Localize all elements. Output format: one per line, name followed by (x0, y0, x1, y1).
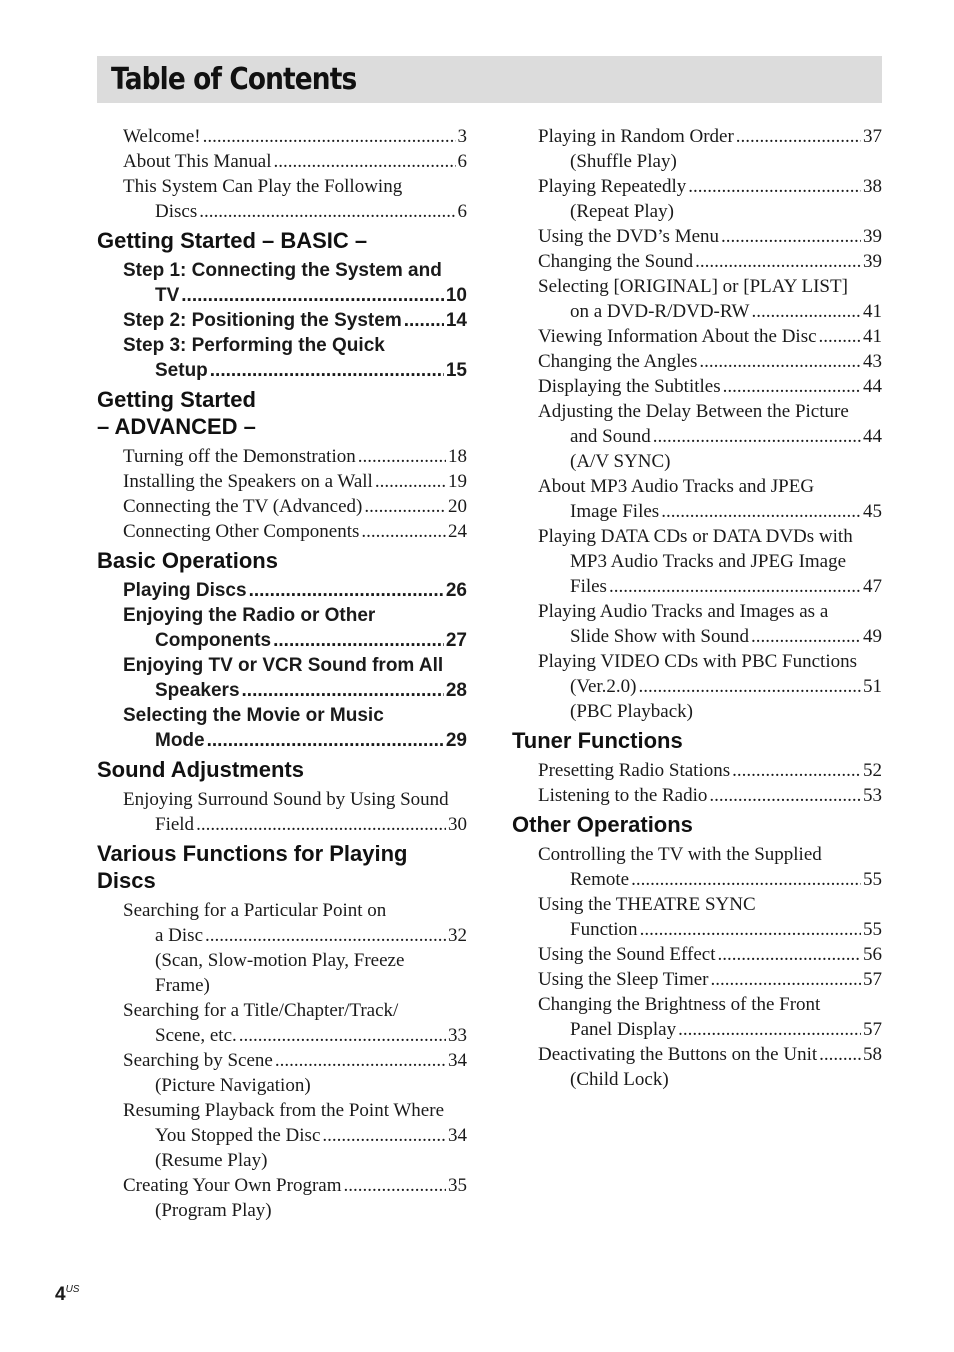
toc-entry[interactable] (538, 474, 882, 524)
toc-entry-line (123, 1023, 467, 1048)
toc-entry[interactable] (538, 274, 882, 324)
toc-page-number: 33 (448, 1025, 467, 1046)
section-heading-line: Various Functions for Playing (97, 841, 408, 866)
toc-entry-text: Discs (155, 201, 198, 222)
toc-entry-line (538, 842, 882, 867)
toc-entry-text: MP3 Audio Tracks and JPEG Image (570, 551, 847, 572)
toc-entry-line (123, 469, 467, 494)
toc-entry-line (123, 998, 467, 1023)
toc-entry-text: Playing Discs (123, 580, 247, 601)
toc-entry-list (123, 444, 467, 544)
toc-entry-text: Controlling the TV with the Supplied (538, 844, 822, 865)
toc-entry[interactable] (538, 249, 882, 274)
dot-leader (695, 249, 861, 274)
section-heading (512, 727, 882, 754)
toc-entry-text: Enjoying the Radio or Other (123, 605, 376, 626)
toc-page-number: 27 (445, 630, 467, 651)
dot-leader (718, 942, 862, 967)
section-heading-line: Basic Operations (97, 548, 278, 573)
toc-entry-line (123, 149, 467, 174)
toc-entry-line (538, 249, 882, 274)
toc-entry-text: Welcome! (123, 126, 201, 147)
toc-entry-subtitle: (A/V SYNC) (570, 451, 671, 472)
toc-page-number: 6 (457, 151, 467, 172)
toc-entry-text: Connecting Other Components (123, 521, 360, 542)
dot-leader (275, 1048, 446, 1073)
toc-entry[interactable] (123, 308, 467, 333)
toc-entry-text: Step 3: Performing the Quick (123, 335, 385, 356)
toc-entry-subtitle: (Scan, Slow-motion Play, Freeze (155, 950, 405, 971)
dot-leader (239, 1023, 446, 1048)
toc-entry[interactable] (123, 333, 467, 383)
toc-entry-line (538, 967, 882, 992)
toc-page-number: 49 (863, 626, 882, 647)
section-heading (512, 811, 882, 838)
toc-entry-text: (Ver.2.0) (570, 676, 637, 697)
toc-entry-text: Searching for a Particular Point on (123, 900, 387, 921)
toc-entry-text: About This Manual (123, 151, 272, 172)
toc-page-number: 55 (863, 869, 882, 890)
toc-entry-text: Playing DATA CDs or DATA DVDs with (538, 526, 853, 547)
toc-entry[interactable] (538, 174, 882, 224)
toc-entry-subtitle: (Repeat Play) (570, 201, 674, 222)
toc-entry[interactable] (538, 324, 882, 349)
toc-entry-line (538, 674, 882, 699)
dot-leader (678, 1017, 861, 1042)
dot-leader (205, 923, 446, 948)
toc-right-column (512, 124, 882, 1092)
toc-entry-line (123, 124, 467, 149)
toc-entry-subtitle: (Program Play) (155, 1200, 272, 1221)
toc-entry-text: Components (155, 630, 272, 651)
toc-page-number: 24 (448, 521, 467, 542)
dot-leader (199, 199, 455, 224)
toc-entry-text: Enjoying Surround Sound by Using Sound (123, 789, 449, 810)
dot-leader (322, 1123, 446, 1148)
toc-page-number: 6 (457, 201, 467, 222)
dot-leader (709, 783, 861, 808)
toc-entry[interactable] (123, 519, 467, 544)
toc-page-number: 38 (863, 176, 882, 197)
toc-page-number: 43 (863, 351, 882, 372)
toc-entry-text: Setup (155, 360, 208, 381)
toc-entry[interactable] (538, 224, 882, 249)
dot-leader (699, 349, 861, 374)
toc-entry-line (123, 787, 467, 812)
toc-entry-line (123, 603, 467, 628)
toc-entry-line (538, 574, 882, 599)
toc-entry-text: Connecting the TV (Advanced) (123, 496, 363, 517)
toc-entry-text: Field (155, 814, 195, 835)
toc-entry[interactable] (123, 898, 467, 998)
toc-page-number: 57 (863, 969, 882, 990)
toc-entry[interactable] (538, 599, 882, 649)
page-number (55, 1284, 79, 1306)
toc-entry-text: Searching by Scene (123, 1050, 273, 1071)
dot-leader (273, 628, 444, 653)
toc-entry-line (123, 703, 467, 728)
toc-page-number: 30 (448, 814, 467, 835)
toc-entry-text: Playing in Random Order (538, 126, 734, 147)
toc-entry-line (123, 308, 467, 333)
toc-entry-text: Remote (570, 869, 630, 890)
toc-entry[interactable] (123, 1098, 467, 1173)
toc-entry-line (538, 783, 882, 808)
toc-page-number: 10 (445, 285, 467, 306)
toc-entry-line (123, 199, 467, 224)
toc-entry-text: Deactivating the Buttons on the Unit (538, 1044, 818, 1065)
toc-entry-text: Selecting [ORIGINAL] or [PLAY LIST] (538, 276, 848, 297)
section-heading-line: Sound Adjustments (97, 757, 304, 782)
toc-page-number: 28 (445, 680, 467, 701)
toc-entry-line (123, 444, 467, 469)
toc-entry-text: Creating Your Own Program (123, 1175, 342, 1196)
toc-entry[interactable] (538, 399, 882, 474)
toc-entry-text: You Stopped the Disc (155, 1125, 321, 1146)
toc-page-number: 55 (863, 919, 882, 940)
toc-entry-list (538, 124, 882, 724)
toc-entry-list (123, 124, 467, 224)
dot-leader (688, 174, 861, 199)
toc-entry[interactable] (538, 842, 882, 892)
toc-entry-line (123, 1048, 467, 1073)
toc-entry-line (538, 499, 882, 524)
toc-entry-text: Searching for a Title/Chapter/Track/ (123, 1000, 399, 1021)
toc-page-number: 39 (863, 226, 882, 247)
toc-entry-text: Using the Sleep Timer (538, 969, 709, 990)
toc-entry-line (123, 923, 467, 948)
toc-page-number: 35 (448, 1175, 467, 1196)
toc-entry[interactable] (123, 1048, 467, 1098)
toc-entry-line (538, 399, 882, 424)
toc-entry-text: Slide Show with Sound (570, 626, 749, 647)
toc-page-number: 3 (457, 126, 467, 147)
toc-page-number: 52 (863, 760, 882, 781)
toc-entry-line (123, 728, 467, 753)
dot-leader (723, 374, 861, 399)
toc-entry-line (538, 424, 882, 449)
dot-leader (375, 469, 446, 494)
toc-entry-line (538, 942, 882, 967)
toc-page-number: 39 (863, 251, 882, 272)
toc-entry[interactable] (538, 349, 882, 374)
toc-page-number: 41 (863, 326, 882, 347)
toc-entry-text: Using the THEATRE SYNC (538, 894, 756, 915)
dot-leader (732, 758, 861, 783)
dot-leader (661, 499, 861, 524)
toc-entry-list (538, 758, 882, 808)
toc-entry-text: Speakers (155, 680, 240, 701)
toc-entry-list (123, 578, 467, 753)
dot-leader (210, 358, 444, 383)
toc-entry-subtitle: (Resume Play) (155, 1150, 268, 1171)
toc-entry-text: Viewing Information About the Disc (538, 326, 817, 347)
toc-entry-text: Displaying the Subtitles (538, 376, 721, 397)
toc-entry-text: Resuming Playback from the Point Where (123, 1100, 445, 1121)
toc-entry-text: Step 1: Connecting the System and (123, 260, 442, 281)
dot-leader (361, 519, 446, 544)
toc-entry-line (538, 224, 882, 249)
toc-page-number: 57 (863, 1019, 882, 1040)
toc-entry-text: About MP3 Audio Tracks and JPEG (538, 476, 815, 497)
dot-leader (207, 728, 444, 753)
toc-entry-list (538, 842, 882, 1092)
toc-entry[interactable] (538, 524, 882, 599)
toc-entry-text: Changing the Angles (538, 351, 698, 372)
toc-entry-line (538, 299, 882, 324)
toc-entry-text: Mode (155, 730, 205, 751)
toc-entry[interactable] (538, 1042, 882, 1092)
section-heading (97, 227, 467, 254)
toc-entry-text: Presetting Radio Stations (538, 760, 731, 781)
toc-entry-line (123, 578, 467, 603)
toc-entry-line (538, 1017, 882, 1042)
section-heading-line: Other Operations (512, 812, 693, 837)
toc-entry-line (123, 283, 467, 308)
toc-page-number: 18 (448, 446, 467, 467)
page-number-value: 4 (55, 1284, 66, 1305)
toc-entry-text: Using the DVD’s Menu (538, 226, 720, 247)
toc-entry-line (123, 1173, 467, 1198)
toc-entry-text: Selecting the Movie or Music (123, 705, 384, 726)
toc-entry[interactable] (538, 124, 882, 174)
toc-entry-list (123, 258, 467, 383)
toc-entry-text: Playing Audio Tracks and Images as a (538, 601, 829, 622)
section-heading-line: Tuner Functions (512, 728, 683, 753)
toc-page-number: 37 (863, 126, 882, 147)
toc-entry[interactable] (123, 578, 467, 603)
toc-entry[interactable] (123, 444, 467, 469)
toc-entry-line (538, 349, 882, 374)
toc-entry-list (123, 898, 467, 1223)
toc-entry-text: TV (155, 285, 180, 306)
dot-leader (631, 867, 861, 892)
toc-entry-subtitle: Frame) (155, 975, 210, 996)
section-heading-line: Getting Started – BASIC – (97, 228, 368, 253)
toc-entry-line (538, 917, 882, 942)
toc-entry-list (123, 787, 467, 837)
dot-leader (181, 283, 444, 308)
dot-leader (273, 149, 455, 174)
toc-entry[interactable] (123, 494, 467, 519)
toc-entry-line (123, 358, 467, 383)
dot-leader (640, 917, 861, 942)
toc-entry-line (538, 549, 882, 574)
section-heading (97, 756, 467, 783)
dot-leader (364, 494, 446, 519)
toc-entry-line (538, 124, 882, 149)
section-heading (97, 547, 467, 574)
toc-entry-subtitle: (PBC Playback) (570, 701, 693, 722)
toc-entry-line (123, 258, 467, 283)
toc-entry[interactable] (123, 174, 467, 224)
toc-page-number: 53 (863, 785, 882, 806)
toc-entry[interactable] (123, 124, 467, 149)
toc-entry[interactable] (123, 998, 467, 1048)
dot-leader (242, 678, 444, 703)
dot-leader (710, 967, 861, 992)
dot-leader (819, 324, 861, 349)
dot-leader (196, 812, 446, 837)
toc-page-number: 44 (863, 376, 882, 397)
toc-entry-line (123, 898, 467, 923)
toc-entry-line (538, 867, 882, 892)
dot-leader (653, 424, 861, 449)
toc-page-number: 32 (448, 925, 467, 946)
dot-leader (751, 624, 861, 649)
toc-entry-line (538, 992, 882, 1017)
toc-entry-text: Changing the Brightness of the Front (538, 994, 821, 1015)
dot-leader (249, 578, 444, 603)
toc-page-number: 15 (445, 360, 467, 381)
dot-leader (736, 124, 861, 149)
dot-leader (721, 224, 861, 249)
dot-leader (638, 674, 861, 699)
toc-page-number: 45 (863, 501, 882, 522)
toc-entry[interactable] (123, 1173, 467, 1223)
section-heading-line: – ADVANCED – (97, 414, 256, 439)
page-title: Table of Contents (111, 62, 357, 97)
toc-page-number: 58 (863, 1044, 882, 1065)
toc-entry-text: a Disc (155, 925, 204, 946)
toc-entry-text: This System Can Play the Following (123, 176, 403, 197)
page-number-suffix: US (65, 1284, 80, 1295)
toc-entry[interactable] (538, 992, 882, 1042)
toc-entry-line (538, 624, 882, 649)
toc-page-number: 14 (445, 310, 467, 331)
dot-leader (819, 1042, 861, 1067)
dot-leader (751, 299, 861, 324)
toc-entry-text: Playing Repeatedly (538, 176, 687, 197)
toc-entry-line (538, 374, 882, 399)
toc-page-number: 34 (448, 1125, 467, 1146)
toc-entry-line (538, 324, 882, 349)
toc-entry[interactable] (538, 942, 882, 967)
toc-entry-text: on a DVD-R/DVD-RW (570, 301, 750, 322)
toc-entry-line (123, 519, 467, 544)
toc-page-number: 56 (863, 944, 882, 965)
toc-entry[interactable] (538, 967, 882, 992)
toc-entry-text: Playing VIDEO CDs with PBC Functions (538, 651, 857, 672)
title-bar (97, 56, 882, 103)
toc-page-number: 20 (448, 496, 467, 517)
toc-entry-text: Changing the Sound (538, 251, 694, 272)
dot-leader (404, 308, 444, 333)
toc-entry-text: Listening to the Radio (538, 785, 708, 806)
toc-entry-line (538, 758, 882, 783)
toc-entry-subtitle: (Picture Navigation) (155, 1075, 311, 1096)
toc-entry-text: Image Files (570, 501, 660, 522)
toc-entry-text: Installing the Speakers on a Wall (123, 471, 373, 492)
toc-entry-subtitle: (Shuffle Play) (570, 151, 677, 172)
dot-leader (203, 124, 456, 149)
toc-entry-line (538, 649, 882, 674)
toc-entry-line (123, 812, 467, 837)
toc-page-number: 29 (445, 730, 467, 751)
toc-entry-line (123, 333, 467, 358)
toc-entry-line (123, 494, 467, 519)
toc-entry-line (123, 628, 467, 653)
toc-entry-text: Panel Display (570, 1019, 677, 1040)
toc-entry-line (123, 1123, 467, 1148)
toc-entry-text: Files (570, 576, 607, 597)
toc-page-number: 26 (445, 580, 467, 601)
toc-entry[interactable] (538, 649, 882, 724)
toc-entry-text: Step 2: Positioning the System (123, 310, 402, 331)
toc-entry-line (538, 1042, 882, 1067)
toc-entry-line (123, 678, 467, 703)
toc-entry[interactable] (538, 374, 882, 399)
toc-page-number: 34 (448, 1050, 467, 1071)
toc-entry[interactable] (123, 603, 467, 653)
toc-entry[interactable] (123, 149, 467, 174)
toc-entry-line (538, 274, 882, 299)
toc-entry-line (538, 524, 882, 549)
toc-entry[interactable] (538, 783, 882, 808)
toc-left-column (97, 124, 467, 1223)
toc-entry-text: Enjoying TV or VCR Sound from All (123, 655, 444, 676)
toc-page-number: 41 (863, 301, 882, 322)
section-heading-line: Discs (97, 868, 156, 893)
toc-entry-text: Turning off the Demonstration (123, 446, 356, 467)
toc-entry-text: Using the Sound Effect (538, 944, 716, 965)
section-heading (97, 386, 467, 440)
toc-entry[interactable] (538, 758, 882, 783)
toc-entry-text: Scene, etc. (155, 1025, 237, 1046)
toc-entry[interactable] (123, 703, 467, 753)
section-heading-line: Getting Started (97, 387, 256, 412)
toc-entry-text: Adjusting the Delay Between the Picture (538, 401, 849, 422)
toc-entry[interactable] (123, 787, 467, 837)
toc-entry-line (538, 599, 882, 624)
toc-page-number: 47 (863, 576, 882, 597)
toc-entry-line (538, 892, 882, 917)
toc-page-number: 44 (863, 426, 882, 447)
toc-entry[interactable] (123, 653, 467, 703)
toc-entry-text: Function (570, 919, 638, 940)
dot-leader (358, 444, 446, 469)
toc-entry[interactable] (123, 469, 467, 494)
toc-entry-text: and Sound (570, 426, 651, 447)
dot-leader (344, 1173, 447, 1198)
toc-entry-subtitle: (Child Lock) (570, 1069, 669, 1090)
toc-entry-line (123, 174, 467, 199)
toc-entry[interactable] (538, 892, 882, 942)
toc-entry-line (123, 653, 467, 678)
toc-entry-line (123, 1098, 467, 1123)
toc-entry[interactable] (123, 258, 467, 308)
section-heading (97, 840, 467, 894)
toc-entry-line (538, 474, 882, 499)
toc-page-number: 51 (863, 676, 882, 697)
toc-entry-line (538, 174, 882, 199)
toc-page-number: 19 (448, 471, 467, 492)
dot-leader (609, 574, 861, 599)
